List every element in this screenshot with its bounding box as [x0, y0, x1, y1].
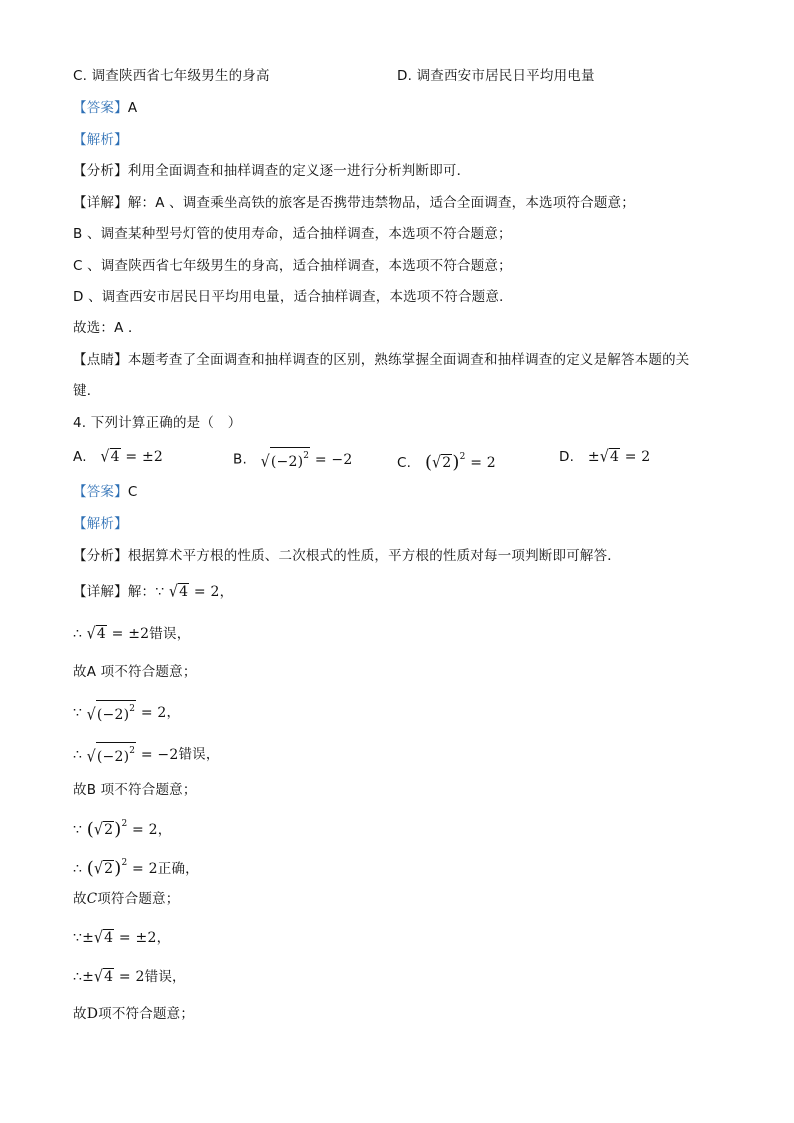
q4-option-d: D. ±√4 = 2 — [559, 447, 651, 467]
option-label: D. — [559, 449, 575, 465]
q4-step-d1: ∵±√4 = ±2， — [73, 928, 171, 948]
conc-suffix: 项不符合题意； — [98, 1006, 195, 1022]
q4-fenxi — [73, 546, 621, 566]
q4-conc-c — [73, 889, 179, 909]
q4-step-b1: ∵ $√(-2)^2 = 2$， — [73, 700, 180, 725]
xiangjie-text: 解：A 、调查乘坐高铁的旅客是否携带违禁物品，适合全面调查，本选项符合题意； — [127, 195, 635, 211]
fenxi-tag: 【分析】 — [73, 548, 128, 564]
xiangjie-tag: 【详解】 — [73, 195, 128, 211]
jiexi-tag: 【解析】 — [73, 132, 128, 148]
xiangjie-text: 解： — [127, 584, 156, 600]
fenxi-text: 利用全面调查和抽样调查的定义逐一进行分析判断即可． — [127, 163, 471, 179]
q4-conc-a: 故A 项不符合题意； — [73, 664, 197, 680]
q3-answer — [73, 98, 137, 118]
conc-letter: C — [86, 891, 98, 907]
jiexi-tag: 【解析】 — [73, 516, 128, 532]
answer-tag: 【答案】 — [73, 100, 128, 116]
q3-jiexi — [73, 130, 128, 150]
q4-step-b2: ∴ $√(-2)^2 = -2$错误， — [73, 742, 220, 767]
q4-option-b: B. $√(-2)^2 = -2$ — [233, 447, 352, 472]
dianjing-text: 本题考查了全面调查和抽样调查的区别，熟练掌握全面调查和抽样调查的定义是解答本题的关 — [127, 352, 690, 368]
q3-option-c: C. 调查陕西省七年级男生的身高 — [73, 68, 270, 84]
answer-tag: 【答案】 — [73, 484, 128, 500]
q3-choose: 故选：A ． — [73, 320, 142, 336]
q4-conc-b: 故B 项不符合题意； — [73, 782, 197, 798]
q4-stem: 4. 下列计算正确的是（ ） — [73, 415, 242, 431]
wrong-text: 错误 — [178, 746, 206, 763]
q3-dianjing-cont: 键． — [73, 383, 101, 399]
option-label: B. — [233, 451, 247, 468]
q4-option-c: C. $(√2)^2 = 2$ — [397, 452, 496, 473]
q3-line-c: C 、调查陕西省七年级男生的身高，适合抽样调查，本选项不符合题意； — [73, 258, 512, 274]
wrong-text: 错误 — [144, 969, 173, 985]
q3-fenxi — [73, 161, 470, 181]
q3-line-b: B 、调查某种型号灯管的使用寿命，适合抽样调查，本选项不符合题意； — [73, 226, 512, 242]
option-label: C. — [397, 455, 412, 471]
q4-step-a1: ∴ √4 = ±2错误， — [73, 624, 191, 644]
q4-options — [73, 447, 723, 471]
q4-step-c1: ∵ $(√2)^2 = 2$， — [73, 819, 172, 840]
q3-dianjing — [73, 350, 690, 370]
q3-line-d: D 、调查西安市居民日平均用电量，适合抽样调查，本选项不符合题意． — [73, 289, 513, 305]
q4-jiexi — [73, 514, 128, 534]
wrong-text: 错误 — [149, 626, 177, 642]
q4-step-c2: ∴ $(√2)^2 = 2$正确， — [73, 858, 199, 879]
option-label: A. — [73, 449, 87, 465]
answer-value: A — [127, 100, 138, 116]
fenxi-text: 根据算术平方根的性质、二次根式的性质，平方根的性质对每一项判断即可解答． — [127, 548, 622, 564]
xiangjie-tag: 【详解】 — [73, 584, 128, 600]
conc-letter: D — [86, 1006, 99, 1022]
conc-prefix: 故 — [73, 891, 87, 907]
q4-step-d2: ∴±√4 = 2错误， — [73, 967, 186, 987]
q3-option-d: D. 调查西安市居民日平均用电量 — [397, 68, 595, 84]
conc-prefix: 故 — [73, 1006, 87, 1022]
correct-text: 正确 — [157, 861, 186, 877]
answer-value: C — [127, 484, 138, 500]
q4-option-a: A. √4 = ±2 — [73, 447, 164, 467]
fenxi-tag: 【分析】 — [73, 163, 128, 179]
conc-suffix: 项符合题意； — [97, 891, 180, 907]
q4-conc-d — [73, 1004, 194, 1024]
dianjing-tag: 【点睛】 — [73, 352, 128, 368]
q4-xiangjie: 【详解】解：∵ √4 = 2， — [73, 582, 234, 602]
q3-xiangjie — [73, 193, 635, 213]
q4-answer — [73, 482, 137, 502]
